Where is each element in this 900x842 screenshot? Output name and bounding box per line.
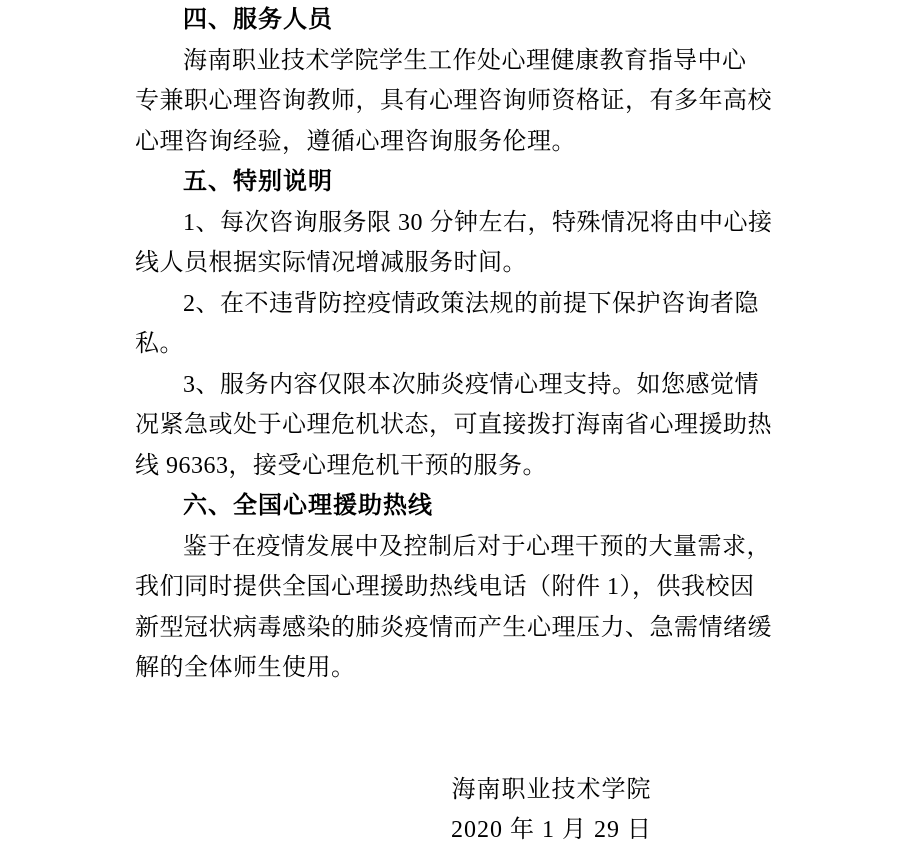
paragraph-line: 专兼职心理咨询教师，具有心理咨询师资格证，有多年高校 bbox=[135, 88, 772, 114]
paragraph-line: 解的全体师生使用。 bbox=[135, 655, 356, 681]
signature-date: 2020 年 1 月 29 日 bbox=[451, 817, 652, 842]
section-heading: 六、全国心理援助热线 bbox=[183, 492, 433, 519]
paragraph-line: 心理咨询经验，遵循心理咨询服务伦理。 bbox=[135, 128, 576, 155]
paragraph-line: 线 96363，接受心理危机干预的服务。 bbox=[135, 452, 547, 479]
paragraph-line: 1、每次咨询服务限 30 分钟左右，特殊情况将由中心接 bbox=[183, 209, 773, 236]
paragraph-line: 我们同时提供全国心理援助热线电话（附件 1），供我校因 bbox=[135, 574, 755, 600]
section-heading: 五、特别说明 bbox=[183, 168, 333, 195]
section-heading: 四、服务人员 bbox=[183, 6, 333, 33]
paragraph-line: 新型冠状病毒感染的肺炎疫情而产生心理压力、急需情绪缓 bbox=[135, 614, 772, 641]
paragraph-line: 况紧急或处于心理危机状态，可直接拨打海南省心理援助热 bbox=[135, 412, 772, 438]
paragraph-line: 3、服务内容仅限本次肺炎疫情心理支持。如您感觉情 bbox=[183, 371, 759, 398]
signature-block bbox=[451, 770, 652, 842]
paragraph-line: 线人员根据实际情况增减服务时间。 bbox=[135, 250, 527, 276]
document-sections bbox=[135, 0, 780, 689]
paragraph-line: 鉴于在疫情发展中及控制后对于心理干预的大量需求， bbox=[183, 533, 771, 560]
paragraph-line: 海南职业技术学院学生工作处心理健康教育指导中心 bbox=[183, 47, 747, 74]
signature-org: 海南职业技术学院 bbox=[451, 776, 652, 803]
paragraph-line: 私。 bbox=[135, 331, 184, 357]
paragraph-line: 2、在不违背防控疫情政策法规的前提下保护咨询者隐 bbox=[183, 290, 759, 317]
